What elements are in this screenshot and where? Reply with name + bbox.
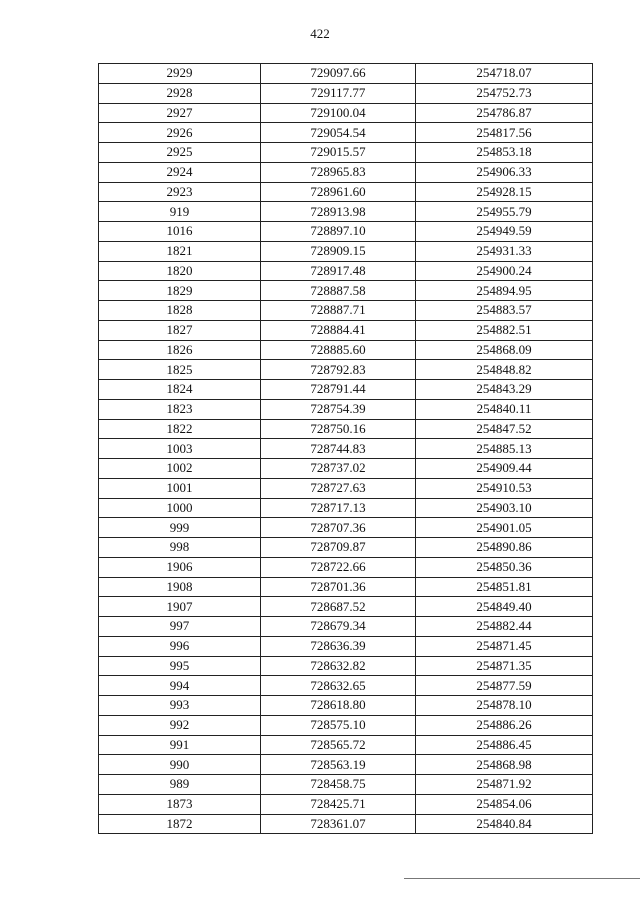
x-coordinate-cell: 729100.04 [261,103,416,123]
y-coordinate-cell: 254886.26 [416,715,593,735]
point-number-cell: 1000 [99,498,261,518]
table-row [99,478,593,498]
y-coordinate-cell: 254853.18 [416,143,593,163]
point-number-cell: 2924 [99,162,261,182]
point-number-cell: 1827 [99,320,261,340]
y-coordinate-cell: 254850.36 [416,557,593,577]
y-coordinate-cell: 254886.45 [416,735,593,755]
x-coordinate-cell: 728632.82 [261,656,416,676]
point-number-cell: 1016 [99,222,261,242]
y-coordinate-cell: 254885.13 [416,439,593,459]
point-number-cell: 996 [99,636,261,656]
y-coordinate-cell: 254718.07 [416,64,593,84]
x-coordinate-cell: 728909.15 [261,241,416,261]
table-row [99,301,593,321]
point-number-cell: 2926 [99,123,261,143]
table-row [99,459,593,479]
x-coordinate-cell: 728687.52 [261,597,416,617]
y-coordinate-cell: 254868.98 [416,755,593,775]
x-coordinate-cell: 728913.98 [261,202,416,222]
point-number-cell: 1825 [99,360,261,380]
y-coordinate-cell: 254903.10 [416,498,593,518]
y-coordinate-cell: 254877.59 [416,676,593,696]
point-number-cell: 1873 [99,794,261,814]
point-number-cell: 1829 [99,281,261,301]
y-coordinate-cell: 254878.10 [416,696,593,716]
y-coordinate-cell: 254901.05 [416,518,593,538]
table-row [99,241,593,261]
table-row [99,735,593,755]
x-coordinate-cell: 728885.60 [261,340,416,360]
table-row [99,281,593,301]
point-number-cell: 1906 [99,557,261,577]
coordinates-table-body [99,64,593,834]
y-coordinate-cell: 254871.35 [416,656,593,676]
table-row [99,696,593,716]
y-coordinate-cell: 254900.24 [416,261,593,281]
y-coordinate-cell: 254786.87 [416,103,593,123]
point-number-cell: 1821 [99,241,261,261]
x-coordinate-cell: 728425.71 [261,794,416,814]
point-number-cell: 1907 [99,597,261,617]
table-row [99,182,593,202]
point-number-cell: 1908 [99,577,261,597]
table-row [99,83,593,103]
x-coordinate-cell: 728722.66 [261,557,416,577]
table-row [99,123,593,143]
y-coordinate-cell: 254931.33 [416,241,593,261]
table-row [99,577,593,597]
x-coordinate-cell: 728632.65 [261,676,416,696]
table-row [99,676,593,696]
x-coordinate-cell: 728737.02 [261,459,416,479]
y-coordinate-cell: 254871.45 [416,636,593,656]
y-coordinate-cell: 254909.44 [416,459,593,479]
y-coordinate-cell: 254849.40 [416,597,593,617]
y-coordinate-cell: 254840.84 [416,814,593,834]
point-number-cell: 2925 [99,143,261,163]
point-number-cell: 993 [99,696,261,716]
table-row [99,656,593,676]
y-coordinate-cell: 254847.52 [416,419,593,439]
table-row [99,439,593,459]
x-coordinate-cell: 728961.60 [261,182,416,202]
y-coordinate-cell: 254882.44 [416,617,593,637]
x-coordinate-cell: 728917.48 [261,261,416,281]
page-number: 422 [310,26,330,41]
table-row [99,597,593,617]
y-coordinate-cell: 254848.82 [416,360,593,380]
x-coordinate-cell: 728744.83 [261,439,416,459]
x-coordinate-cell: 728575.10 [261,715,416,735]
x-coordinate-cell: 728707.36 [261,518,416,538]
x-coordinate-cell: 728636.39 [261,636,416,656]
y-coordinate-cell: 254851.81 [416,577,593,597]
point-number-cell: 990 [99,755,261,775]
point-number-cell: 1002 [99,459,261,479]
x-coordinate-cell: 728791.44 [261,380,416,400]
table-row [99,320,593,340]
y-coordinate-cell: 254882.51 [416,320,593,340]
y-coordinate-cell: 254854.06 [416,794,593,814]
table-row [99,775,593,795]
coordinates-table [98,63,593,834]
y-coordinate-cell: 254883.57 [416,301,593,321]
table-row [99,498,593,518]
y-coordinate-cell: 254840.11 [416,399,593,419]
table-row [99,636,593,656]
point-number-cell: 1001 [99,478,261,498]
y-coordinate-cell: 254949.59 [416,222,593,242]
point-number-cell: 998 [99,538,261,558]
x-coordinate-cell: 728361.07 [261,814,416,834]
x-coordinate-cell: 728565.72 [261,735,416,755]
table-row [99,222,593,242]
x-coordinate-cell: 728750.16 [261,419,416,439]
table-row [99,380,593,400]
x-coordinate-cell: 728679.34 [261,617,416,637]
table-row [99,103,593,123]
table-row [99,64,593,84]
bottom-rule [404,878,640,879]
x-coordinate-cell: 728618.80 [261,696,416,716]
point-number-cell: 2928 [99,83,261,103]
x-coordinate-cell: 728965.83 [261,162,416,182]
y-coordinate-cell: 254928.15 [416,182,593,202]
y-coordinate-cell: 254868.09 [416,340,593,360]
point-number-cell: 1820 [99,261,261,281]
x-coordinate-cell: 728897.10 [261,222,416,242]
point-number-cell: 989 [99,775,261,795]
y-coordinate-cell: 254752.73 [416,83,593,103]
point-number-cell: 1824 [99,380,261,400]
y-coordinate-cell: 254910.53 [416,478,593,498]
x-coordinate-cell: 728701.36 [261,577,416,597]
table-row [99,715,593,735]
table-row [99,557,593,577]
table-row [99,617,593,637]
point-number-cell: 995 [99,656,261,676]
x-coordinate-cell: 728563.19 [261,755,416,775]
point-number-cell: 1826 [99,340,261,360]
x-coordinate-cell: 728727.63 [261,478,416,498]
point-number-cell: 2929 [99,64,261,84]
point-number-cell: 1822 [99,419,261,439]
x-coordinate-cell: 728887.71 [261,301,416,321]
table-row [99,399,593,419]
table-row [99,538,593,558]
table-row [99,143,593,163]
y-coordinate-cell: 254906.33 [416,162,593,182]
table-row [99,755,593,775]
point-number-cell: 1828 [99,301,261,321]
y-coordinate-cell: 254894.95 [416,281,593,301]
point-number-cell: 992 [99,715,261,735]
y-coordinate-cell: 254843.29 [416,380,593,400]
x-coordinate-cell: 728717.13 [261,498,416,518]
x-coordinate-cell: 728709.87 [261,538,416,558]
x-coordinate-cell: 729015.57 [261,143,416,163]
point-number-cell: 991 [99,735,261,755]
table-row [99,340,593,360]
x-coordinate-cell: 728887.58 [261,281,416,301]
y-coordinate-cell: 254817.56 [416,123,593,143]
point-number-cell: 2923 [99,182,261,202]
table-row [99,202,593,222]
point-number-cell: 997 [99,617,261,637]
point-number-cell: 1872 [99,814,261,834]
x-coordinate-cell: 728458.75 [261,775,416,795]
table-row [99,814,593,834]
point-number-cell: 999 [99,518,261,538]
table-row [99,162,593,182]
table-row [99,261,593,281]
table-row [99,360,593,380]
x-coordinate-cell: 729117.77 [261,83,416,103]
point-number-cell: 2927 [99,103,261,123]
y-coordinate-cell: 254890.86 [416,538,593,558]
table-row [99,794,593,814]
point-number-cell: 1003 [99,439,261,459]
point-number-cell: 994 [99,676,261,696]
x-coordinate-cell: 728754.39 [261,399,416,419]
x-coordinate-cell: 728792.83 [261,360,416,380]
point-number-cell: 1823 [99,399,261,419]
point-number-cell: 919 [99,202,261,222]
x-coordinate-cell: 728884.41 [261,320,416,340]
y-coordinate-cell: 254871.92 [416,775,593,795]
y-coordinate-cell: 254955.79 [416,202,593,222]
x-coordinate-cell: 729054.54 [261,123,416,143]
table-row [99,518,593,538]
table-row [99,419,593,439]
x-coordinate-cell: 729097.66 [261,64,416,84]
